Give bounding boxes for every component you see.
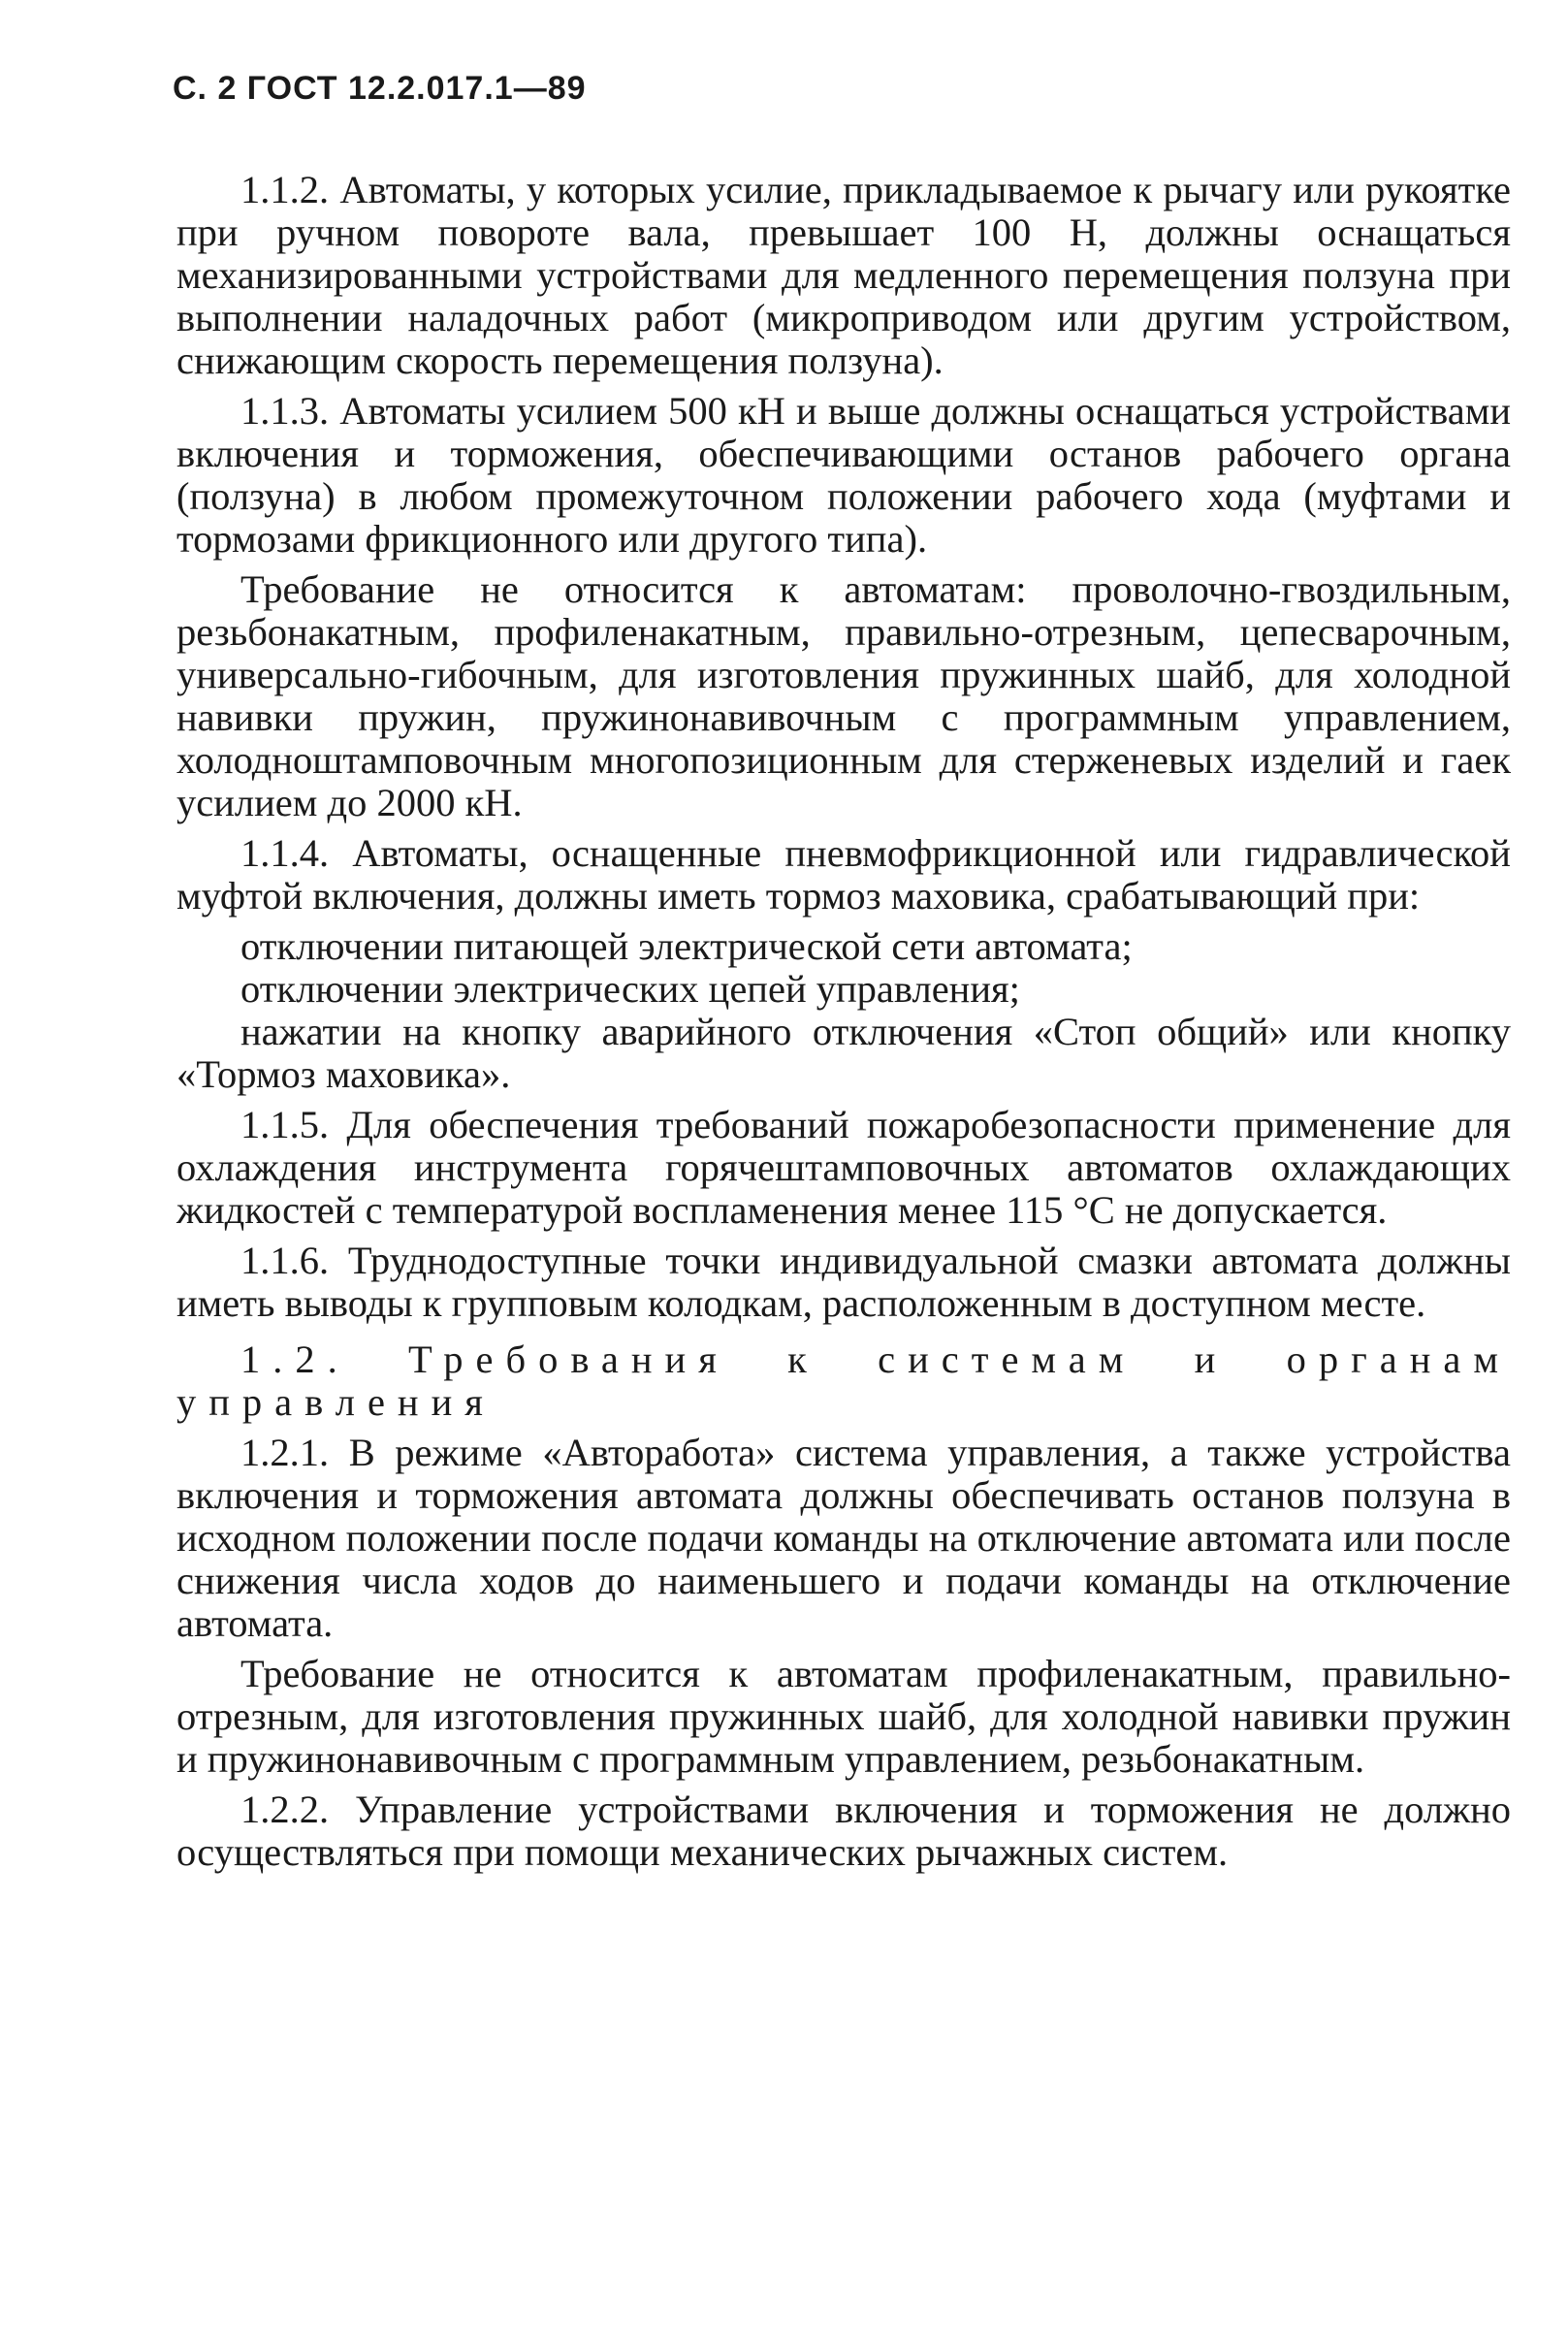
paragraph-requirement-exception-2: Требование не относится к автоматам профиленакатным, правильно-отрезным, для изготовления пружинных шайб, для холодной навивки пружин и пружинонавивочным с программным управлением, резьбонакатным.: [176, 1652, 1511, 1781]
paragraph-1-1-5: 1.1.5. Для обеспечения требований пожаробезопасности применение для охлаждения инструмента горячештамповочных автоматов охлаждающих жидкостей с температурой воспламенения менее 115 °С не допускается.: [176, 1103, 1511, 1232]
paragraph-1-1-3: 1.1.3. Автоматы усилием 500 кН и выше должны оснащаться устройствами включения и торможения, обеспечивающими останов рабочего органа (ползуна) в любом промежуточном положении рабочего хода (муфтами и тормозами фрикционного или другого типа).: [176, 389, 1511, 561]
section-heading-1-2: 1.2. Требования к системам и органам управления: [176, 1337, 1511, 1424]
list-item-emergency-button: нажатии на кнопку аварийного отключения «Стоп общий» или кнопку «Тормоз маховика».: [176, 1010, 1511, 1096]
paragraph-1-2-2: 1.2.2. Управление устройствами включения и торможения не должно осуществляться при помощи механических рычажных систем.: [176, 1788, 1511, 1874]
paragraph-1-2-1: 1.2.1. В режиме «Авторабота» система управления, а также устройства включения и торможения автомата должны обеспечивать останов ползуна в исходном положении после подачи команды на отключение автомата или после снижения числа ходов до наименьшего и подачи команды на отключение автомата.: [176, 1431, 1511, 1645]
paragraph-1-1-4: 1.1.4. Автоматы, оснащенные пневмофрикционной или гидравлической муфтой включения, должны иметь тормоз маховика, срабатывающий при:: [176, 831, 1511, 918]
paragraph-1-1-2: 1.1.2. Автоматы, у которых усилие, прикладываемое к рычагу или рукоятке при ручном повороте вала, превышает 100 Н, должны оснащаться механизированными устройствами для медленного перемещения ползуна при выполнении наладочных работ (микроприводом или другим устройством, снижающим скорость перемещения ползуна).: [176, 168, 1511, 382]
document-body: [176, 169, 1511, 1882]
list-item-power-off: отключении питающей электрической сети автомата;: [240, 924, 1133, 968]
paragraph-1-1-6: 1.1.6. Труднодоступные точки индивидуальной смазки автомата должны иметь выводы к групповым колодкам, расположенным в доступном месте.: [176, 1239, 1511, 1325]
list-item-control-circuits-off: отключении электрических цепей управления;: [240, 967, 1020, 1011]
paragraph-requirement-exception-1: Требование не относится к автоматам: проволочно-гвоздильным, резьбонакатным, профиленакатным, правильно-отрезным, цепесварочным, универсально-гибочным, для изготовления пружинных шайб, для холодной навивки пружин, пружинонавивочным с программным управлением, холодноштамповочным многопозиционным для стерженевых изделий и гаек усилием до 2000 кН.: [176, 567, 1511, 824]
page-header: С. 2 ГОСТ 12.2.017.1—89: [173, 70, 587, 107]
